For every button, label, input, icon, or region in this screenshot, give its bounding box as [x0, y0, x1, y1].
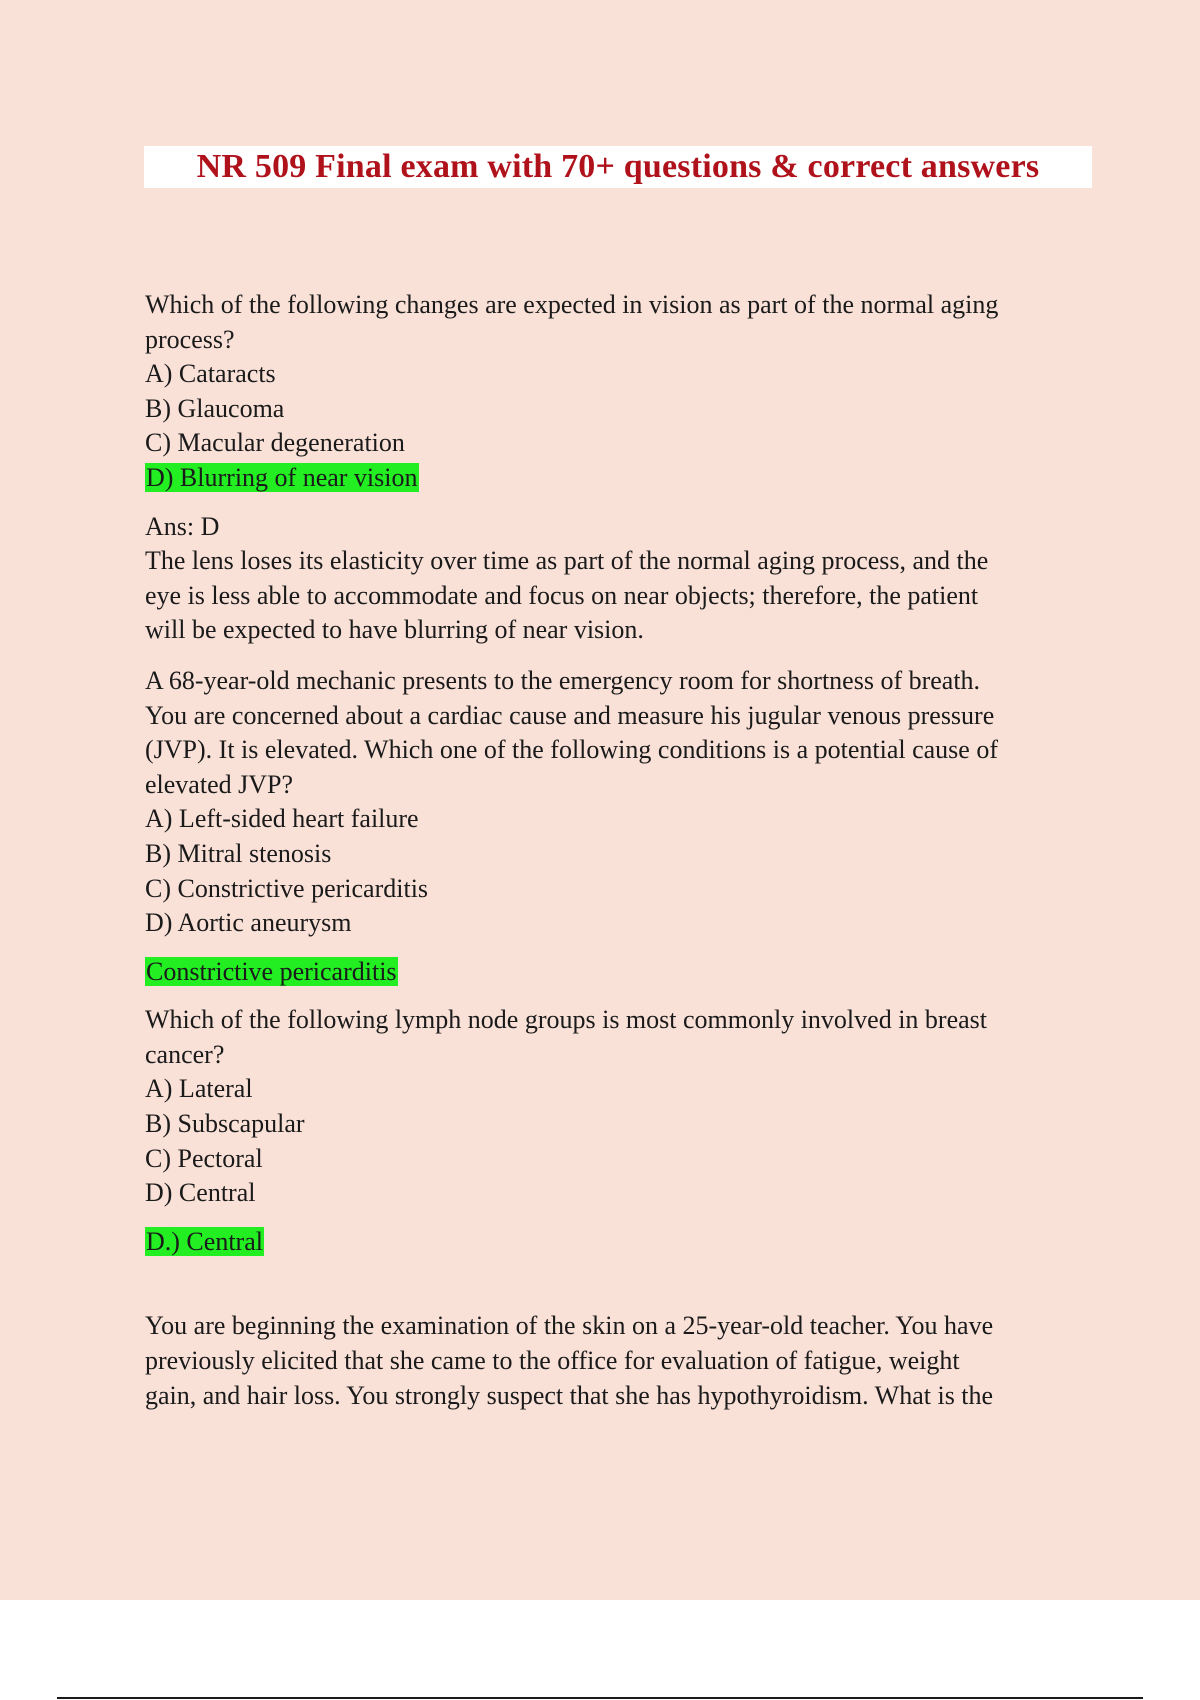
question-2-stem-line-3: (JVP). It is elevated. Which one of the following conditions is a potential cause of [145, 735, 998, 765]
question-2-stem-line-1: A 68-year-old mechanic presents to the emergency room for shortness of breath. [145, 665, 981, 695]
question-2-stem-line-4: elevated JVP? [145, 769, 294, 799]
footer-divider [57, 1697, 1143, 1699]
question-2 [145, 664, 1105, 989]
question-2-option-c: C) Constrictive pericarditis [145, 873, 429, 903]
question-1-option-d-highlighted: D) Blurring of near vision [146, 462, 418, 492]
question-3-option-b: B) Subscapular [145, 1109, 305, 1139]
question-3-option-a: A) Lateral [145, 1074, 253, 1104]
question-3-answer-line [145, 1225, 1105, 1260]
question-1 [145, 288, 1105, 648]
question-4-stem-line-3: gain, and hair loss. You strongly suspect that she has hypothyroidism. What is the [145, 1380, 994, 1410]
question-4-stem-line-1: You are beginning the examination of the skin on a 25-year-old teacher. You have [145, 1311, 994, 1341]
question-2-answer-line [145, 955, 1105, 990]
question-1-option-a: A) Cataracts [145, 359, 276, 389]
question-1-stem-line-1: Which of the following changes are expected in vision as part of the normal aging [145, 290, 999, 319]
question-1-rationale-line-2: eye is less able to accommodate and focus on near objects; therefore, the patient [145, 580, 979, 610]
question-2-answer-highlighted: Constrictive pericarditis [146, 956, 397, 986]
document-title: NR 509 Final exam with 70+ questions & correct answers [196, 148, 1040, 185]
question-3-stem-line-2: cancer? [145, 1039, 225, 1069]
question-1-rationale-line-3: will be expected to have blurring of near vision. [145, 615, 644, 645]
question-1-option-b: B) Glaucoma [145, 393, 285, 423]
question-4-stem-line-2: previously elicited that she came to the office for evaluation of fatigue, weight [145, 1346, 960, 1376]
question-4 [145, 1309, 1105, 1413]
question-1-option-c: C) Macular degeneration [145, 428, 405, 458]
title-banner [144, 146, 1092, 188]
question-3-option-d: D) Central [145, 1178, 256, 1208]
question-3-stem-line-1: Which of the following lymph node groups is most commonly involved in breast [145, 1005, 988, 1035]
question-3 [145, 1003, 1105, 1259]
question-2-option-b: B) Mitral stenosis [145, 838, 332, 868]
question-2-stem-line-2: You are concerned about a cardiac cause and measure his jugular venous pressure [145, 700, 995, 730]
question-3-answer-highlighted: D.) Central [146, 1226, 263, 1256]
question-1-answer-key: Ans: D [145, 511, 220, 541]
question-2-option-a: A) Left-sided heart failure [145, 804, 419, 834]
document-body [145, 288, 1105, 1413]
question-1-option-d-line [145, 461, 1105, 496]
question-3-option-c: C) Pectoral [145, 1143, 263, 1173]
question-2-option-d: D) Aortic aneurysm [145, 908, 352, 938]
question-1-rationale-line-1: The lens loses its elasticity over time as part of the normal aging process, and the [145, 546, 989, 576]
question-1-stem-line-2: process? [145, 324, 235, 354]
